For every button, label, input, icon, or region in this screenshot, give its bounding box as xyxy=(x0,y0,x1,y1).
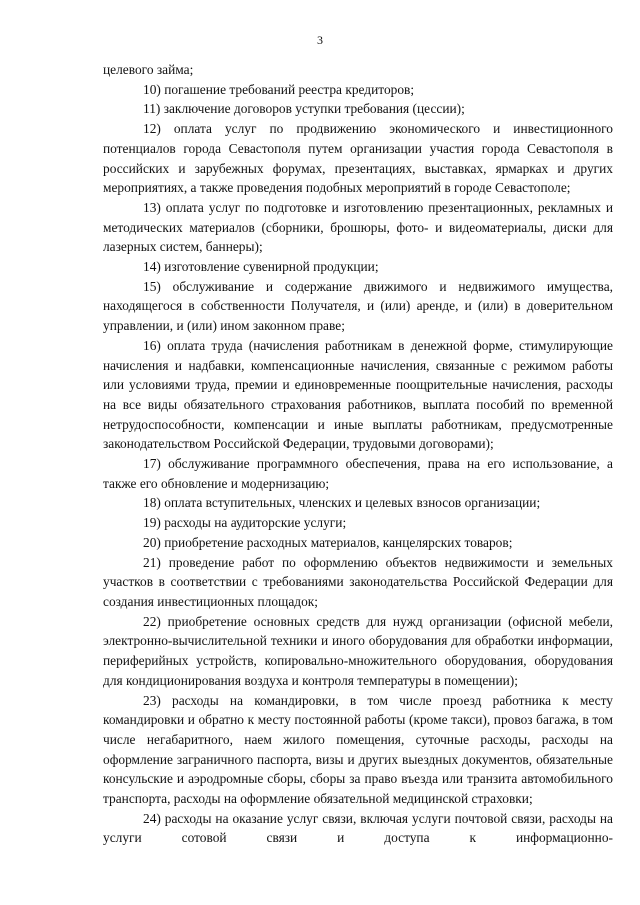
list-item-19: 19) расходы на аудиторские услуги; xyxy=(143,515,347,531)
list-item-13: 13) оплата услуг по подготовке и изготовлению презентационных, рекламных и методических материалов (сборники, брошюры, фото- и видеоматериалы, диски для лазерных систем, баннеры); xyxy=(103,199,613,255)
document-body xyxy=(103,60,613,848)
list-item-15: 15) обслуживание и содержание движимого и недвижимого имущества, находящегося в собственности Получателя, и (или) аренде, и (или) в доверительном управлении, и (или) ином законном праве; xyxy=(103,278,613,334)
list-item-18: 18) оплата вступительных, членских и целевых взносов организации; xyxy=(143,495,541,511)
list-item-22: 22) приобретение основных средств для нужд организации (офисной мебели, электронно-вычислительной техники и иного оборудования для обработки информации, периферийных устройств, копировально-множительного оборудования, оборудования для кондиционирования воздуха и контроля температуры в помещении); xyxy=(103,613,613,688)
list-item-21: 21) проведение работ по оформлению объектов недвижимости и земельных участков в соответствии с требованиями законодательства Российской Федерации для создания инвестиционных площадок; xyxy=(103,554,613,609)
list-item-14: 14) изготовление сувенирной продукции; xyxy=(143,259,379,275)
list-item-11: 11) заключение договоров уступки требования (цессии); xyxy=(143,101,465,117)
list-item-24: 24) расходы на оказание услуг связи, включая услуги почтовой связи, расходы на услуги сотовой связи и доступа к информационно- xyxy=(103,810,613,846)
list-item-12: 12) оплата услуг по продвижению экономического и инвестиционного потенциалов города Севастополя путем организации участия города Севастополя в российских и зарубежных форумах, презентациях, выставках, ярмарках и других мероприятиях, а также проведения подобных мероприятий в городе Севастополе; xyxy=(103,121,613,196)
paragraph-continuation: целевого займа; xyxy=(103,62,194,77)
list-item-23: 23) расходы на командировки, в том числе проезд работника к месту командировки и обратно к месту постоянной работы (кроме такси), провоз багажа, в том числе негабаритного, наем жилого помещения, суточные расходы, расходы на оформление заграничного паспорта, визы и других выездных документов, обязательные консульские и аэродромные сборы, сборы за право въезда или транзита автомобильного транспорта, расходы на оформление обязательной медицинской страховки; xyxy=(103,692,613,807)
list-item-10: 10) погашение требований реестра кредиторов; xyxy=(143,81,415,97)
list-item-20: 20) приобретение расходных материалов, канцелярских товаров; xyxy=(143,534,513,550)
list-item-16: 16) оплата труда (начисления работникам в денежной форме, стимулирующие начисления и надбавки, компенсационные начисления, связанные с режимом работы или условиями труда, премии и единовременные поощрительные начисления, расходы на все виды обязательного страхования работников, выплата пособий по временной нетрудоспособности, компенсации и иные выплаты работникам, предусмотренные законодательством Российской Федерации, трудовыми договорами); xyxy=(103,337,613,452)
page-number: 3 xyxy=(317,33,323,47)
list-item-17: 17) обслуживание программного обеспечения, права на его использование, а также его обновление и модернизацию; xyxy=(103,456,613,491)
